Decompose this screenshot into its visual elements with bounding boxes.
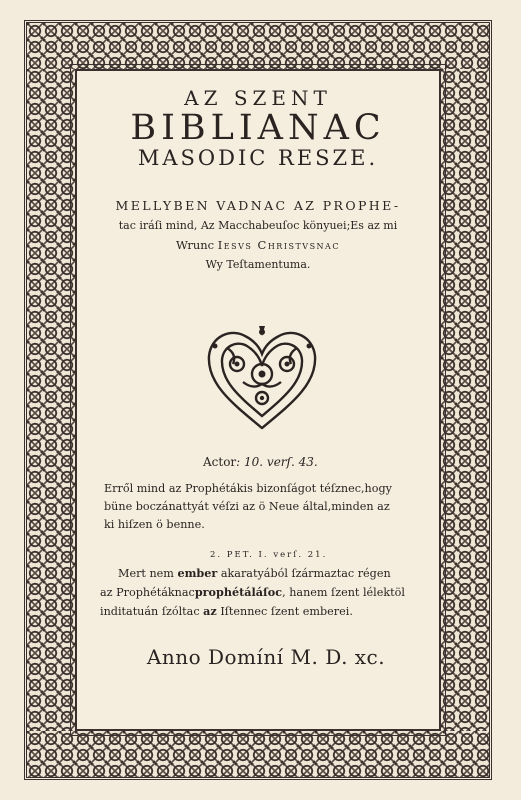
subtitle-line-2: tac iráſi mind, Az Macchabeuſoc könyuei;Es az mi	[118, 219, 398, 232]
subtitle-line-3	[75, 238, 441, 252]
subtitle-line-3-a: Wrunc	[176, 238, 218, 252]
p2-l2-c: , hanem ſzent lélektöl	[282, 586, 405, 599]
reference-peter: 2. PET. I. verſ. 21.	[210, 550, 328, 560]
p2-l1-a: Mert nem	[118, 567, 178, 580]
passage-2	[100, 564, 440, 621]
passage-2-line-2	[100, 583, 440, 602]
p2-l2-b: prophétáláſoc	[194, 585, 283, 599]
p2-l1-c: akaratyából ſzármaztac régen	[217, 567, 391, 580]
title-line-2: BIBLIANAC	[130, 108, 386, 148]
colophon-date: Anno Domíní M. D. xc.	[146, 645, 386, 669]
ornamental-border-top	[27, 23, 489, 69]
title-line-3: MASODIC RESZE.	[137, 146, 379, 170]
subtitle-line-1: MELLYBEN VADNAC AZ PROPHE-	[115, 198, 401, 213]
ornamental-border-left	[27, 69, 75, 731]
passage-1-line-2: büne boczánattyát véſzi az ö Neue által,minden az	[104, 500, 390, 513]
ornamental-border-right	[441, 69, 489, 731]
passage-2-line-3	[100, 602, 440, 621]
passage-1	[104, 480, 444, 534]
reference-acts	[203, 455, 318, 469]
reference-acts-verse: : 10. verſ. 43.	[236, 455, 318, 469]
passage-2-line-1	[100, 564, 440, 583]
title-line-1: AZ SZENT	[184, 86, 332, 110]
passage-1-line-1: Erről mind az Prophétákis bizonſágot téſznec,hogy	[104, 482, 392, 495]
p2-l1-b: ember	[177, 566, 218, 580]
p2-l2-a: az Prophétáknac	[100, 586, 195, 599]
p2-l3-a: inditatuán ſzóltac	[100, 605, 204, 618]
p2-l3-b: az	[203, 604, 217, 618]
ornamental-border-bottom	[27, 731, 489, 777]
passage-1-line-3: ki hiſzen ö benne.	[104, 518, 205, 531]
subtitle-line-4: Wy Teſtamentuma.	[205, 258, 311, 271]
subtitle-name: Iesvs Christvsnac	[217, 238, 340, 252]
reference-acts-prefix: Actor	[203, 455, 237, 469]
p2-l3-c: Iſtennec ſzent emberei.	[216, 605, 353, 618]
heart-fleuron-icon	[203, 324, 321, 432]
